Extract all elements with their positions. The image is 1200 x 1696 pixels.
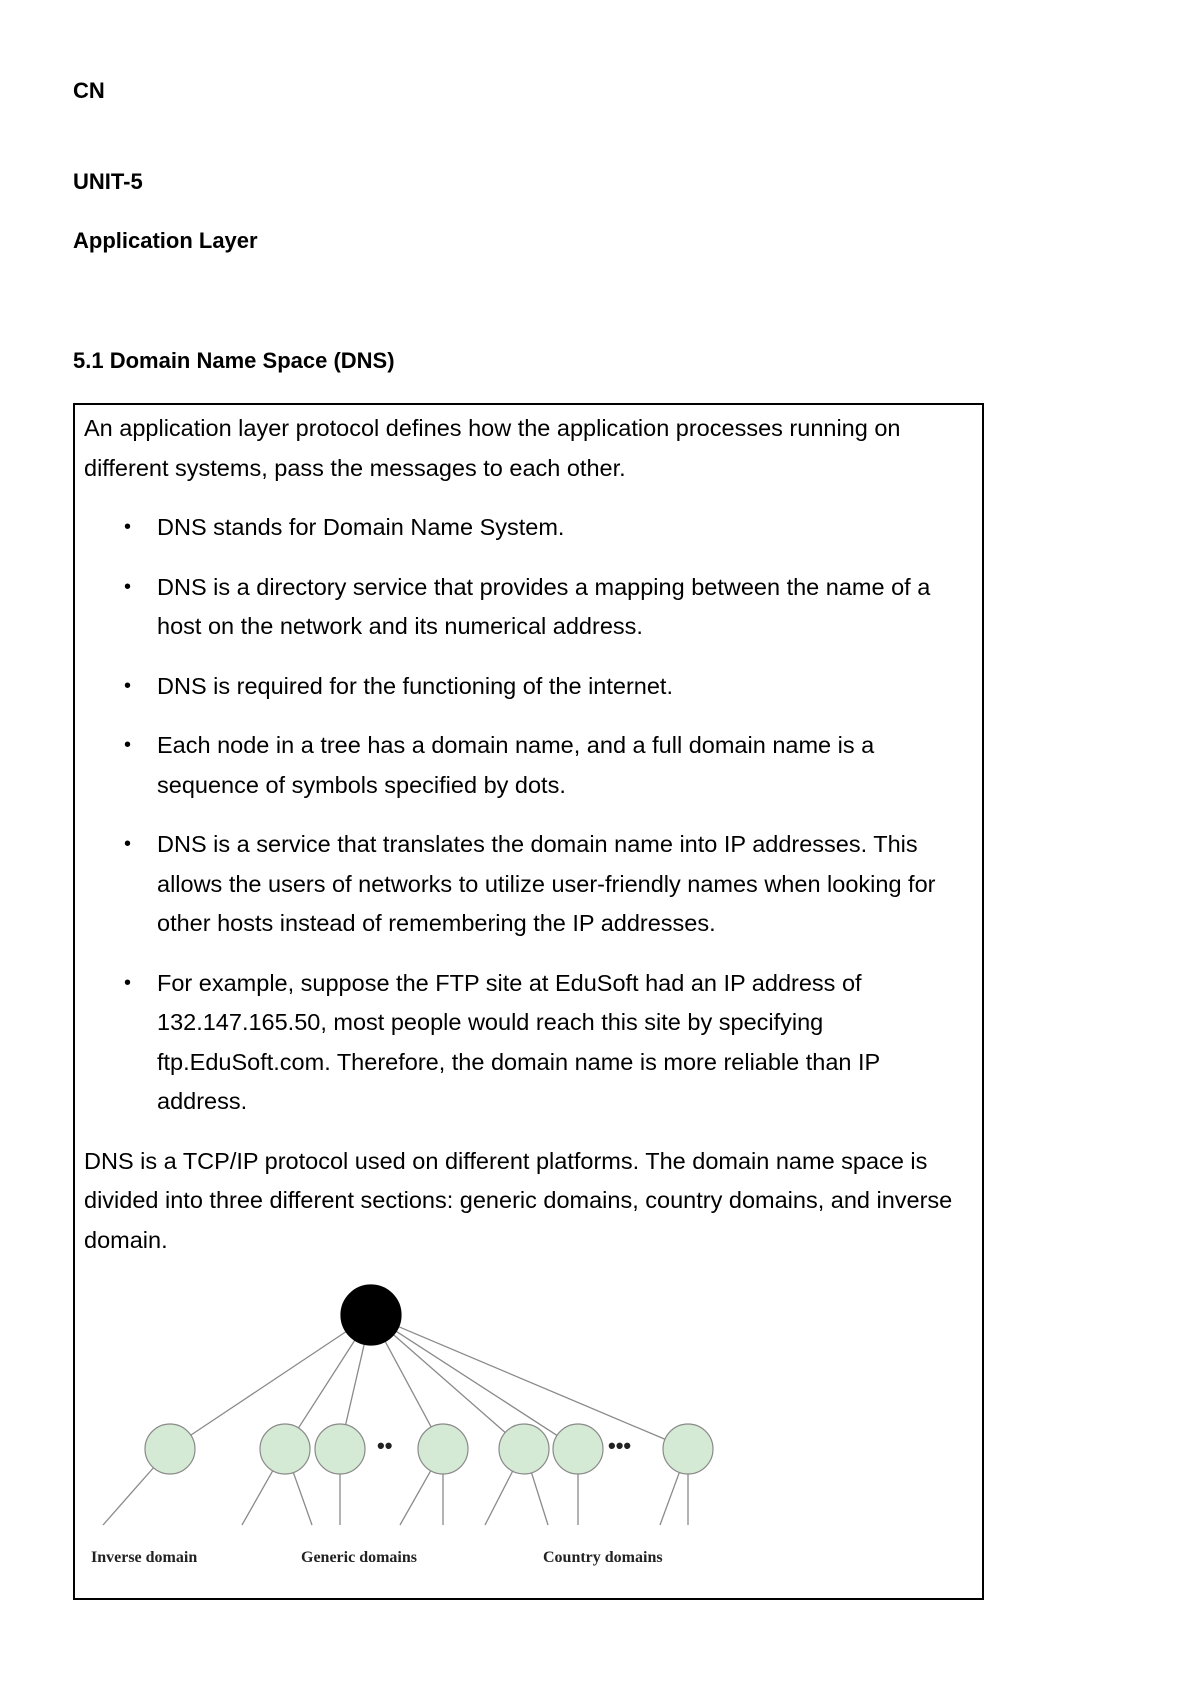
dns-tree-svg — [75, 1273, 835, 1583]
document-label: CN — [73, 78, 105, 103]
country-ellipsis: ••• — [608, 1433, 632, 1458]
bullet-item — [84, 726, 964, 805]
tree-edge — [191, 1332, 346, 1435]
bullet-icon: • — [124, 833, 132, 855]
country-domain-node — [499, 1424, 549, 1474]
bullet-text: DNS is a service that translates the domain name into IP addresses. This allows the users of networks to utilize user-friendly names when looking for other hosts instead of remembering the IP addresses. — [157, 831, 936, 936]
bullet-text: Each node in a tree has a domain name, and a full domain name is a sequence of symbols specified by dots. — [157, 732, 875, 798]
bullet-text: For example, suppose the FTP site at EduSoft had an IP address of 132.147.165.50, most people would reach this site by specifying ftp.EduSoft.com. Therefore, the domain name is more reliable than IP address. — [157, 969, 880, 1114]
leaf-edge — [293, 1473, 312, 1525]
dns-tree-diagram — [75, 1273, 835, 1583]
section-title: 5.1 Domain Name Space (DNS) — [73, 348, 395, 373]
bullet-icon: • — [124, 734, 132, 756]
intro-paragraph: An application layer protocol defines how the application processes running on different systems, pass the messages to each other. — [84, 415, 901, 481]
country-domain-node — [553, 1424, 603, 1474]
tree-edge — [299, 1340, 355, 1428]
leaf-edge — [485, 1471, 513, 1525]
generic-ellipsis: •• — [377, 1433, 393, 1458]
leaf-edge — [532, 1473, 548, 1525]
country-domain-node — [663, 1424, 713, 1474]
tree-edges — [103, 1327, 688, 1525]
bullet-list — [84, 508, 964, 1122]
closing-paragraph: DNS is a TCP/IP protocol used on different platforms. The domain name space is divided into three different sections: generic domains, country domains, and inverse domain. — [84, 1147, 953, 1253]
tree-edge — [394, 1335, 506, 1433]
tree-edge — [399, 1327, 665, 1440]
generic-domain-node — [315, 1424, 365, 1474]
layer-title: Application Layer — [73, 228, 258, 253]
bullet-icon: • — [124, 674, 132, 697]
country-domains-label: Country domains — [543, 1549, 663, 1566]
bullet-item — [84, 568, 964, 647]
root-node — [341, 1285, 401, 1345]
bullet-item — [84, 508, 964, 548]
generic-domain-node — [260, 1424, 310, 1474]
leaf-edge — [400, 1471, 431, 1525]
generic-domains-label: Generic domains — [301, 1549, 417, 1566]
content-box — [73, 403, 984, 1600]
unit-heading: UNIT-5 — [73, 169, 143, 194]
tree-edge — [385, 1341, 431, 1427]
bullet-icon: • — [124, 971, 132, 994]
bullet-item — [84, 825, 964, 944]
inverse-domain-node — [145, 1424, 195, 1474]
bullet-text: DNS is a directory service that provides a mapping between the name of a host on the network and its numerical address. — [157, 573, 931, 639]
bullet-item — [84, 667, 964, 707]
leaf-edge — [103, 1468, 153, 1525]
bullet-text: DNS is required for the functioning of the internet. — [157, 672, 673, 699]
bullet-item — [84, 964, 964, 1122]
generic-domain-node — [418, 1424, 468, 1474]
bullet-icon: • — [124, 575, 132, 598]
inverse-domain-label: Inverse domain — [91, 1549, 198, 1566]
leaf-edge — [242, 1471, 273, 1525]
bullet-text: DNS stands for Domain Name System. — [157, 514, 565, 540]
bullet-icon: • — [124, 516, 132, 538]
tree-edge — [346, 1344, 365, 1424]
leaf-edge — [660, 1472, 679, 1525]
